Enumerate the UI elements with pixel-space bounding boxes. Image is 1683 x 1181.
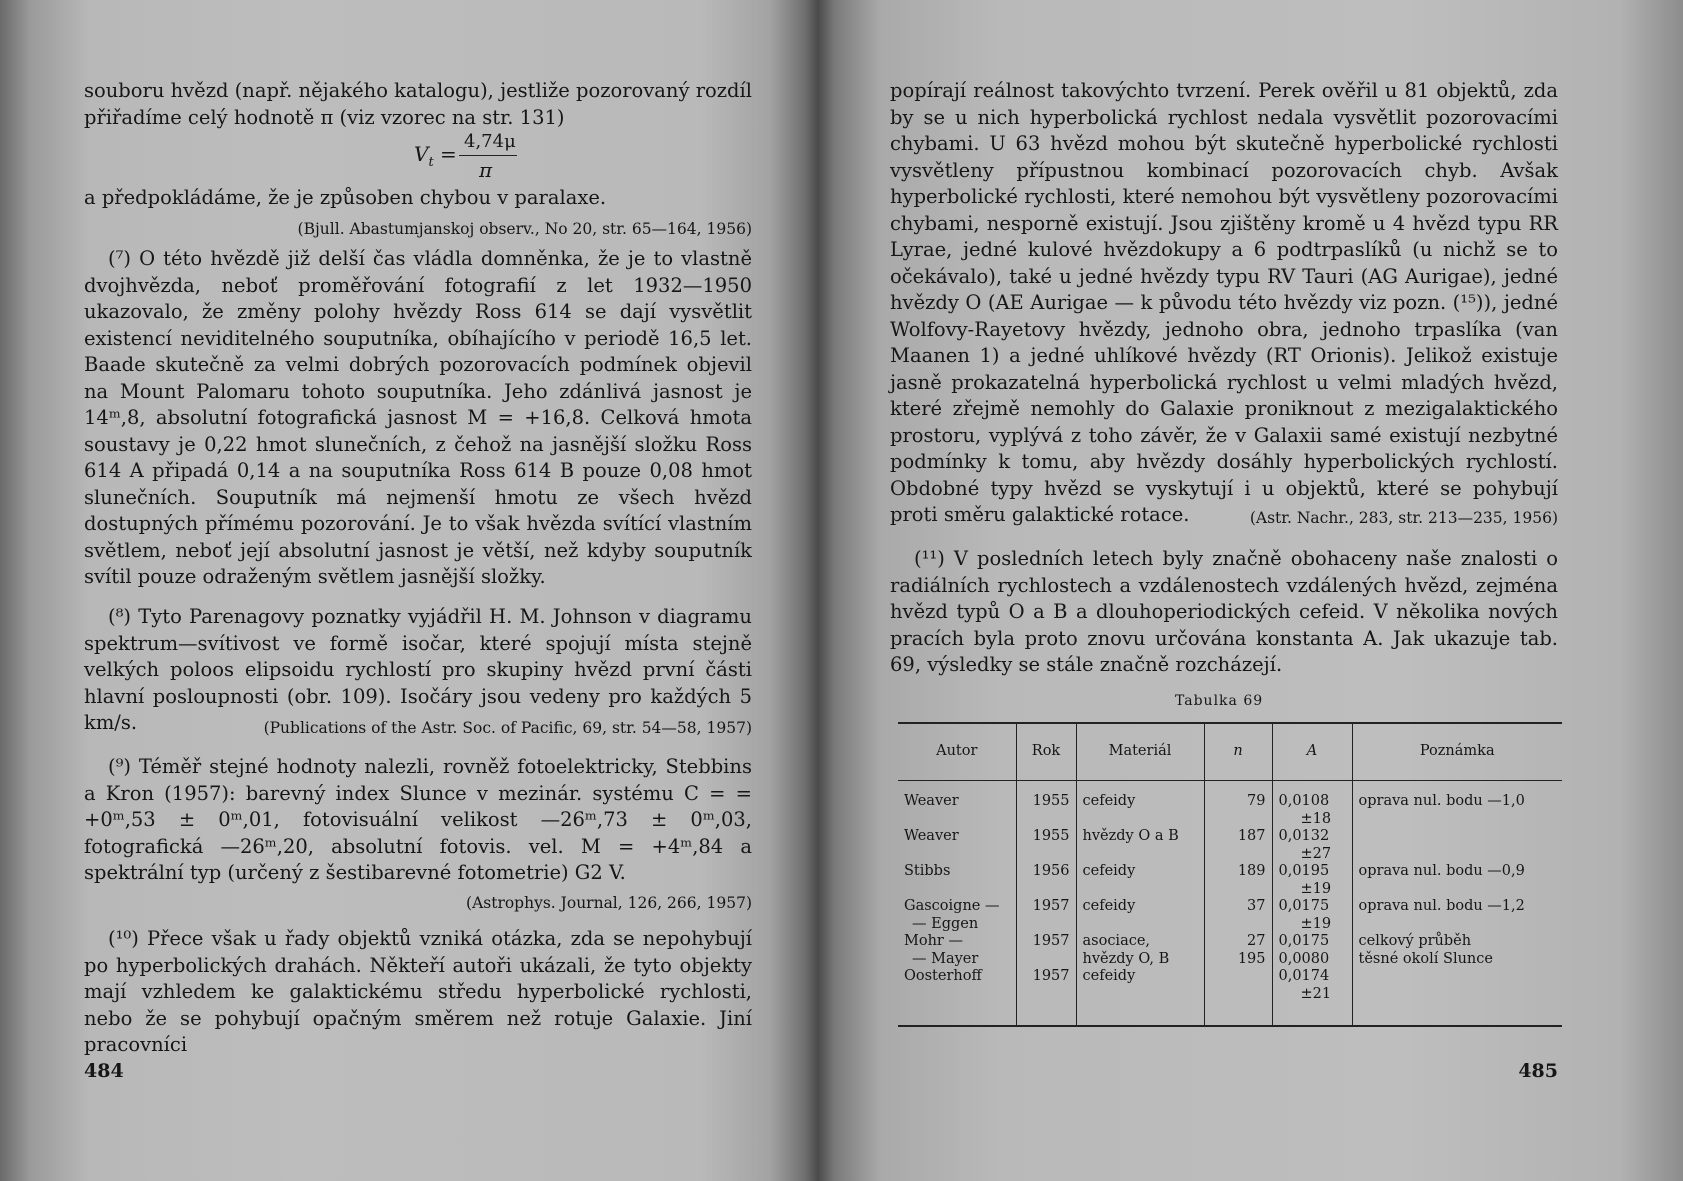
cell-autor: Weaver: [898, 781, 1016, 829]
column-header: Rok: [1016, 723, 1076, 781]
cell-material: cefeidy: [1076, 863, 1204, 898]
cell-autor: Mohr — — Mayer: [898, 933, 1016, 968]
cell-a: 0,0174 ±21: [1272, 968, 1352, 1026]
cell-autor: Weaver: [898, 828, 1016, 863]
cell-a: 0,0195 ±19: [1272, 863, 1352, 898]
column-header: Poznámka: [1352, 723, 1562, 781]
cell-note: [1352, 968, 1562, 1026]
footnote-7: (⁷) O této hvězdě již delší čas vládla domněnka, že je to vlastně dvojhvězda, neboť proměřování fotografií z let 1932—1950 ukazovalo, že změny polohy hvězdy Ross 614 se dají vysvětlit existencí neviditelného souputníka, obíhajícího v periodě 16,5 let. Baade skutečně za velmi dobrých pozorovacích podmínek objevil na Mount Palomaru tohoto souputníka. Jeho zdánlivá jasnost je 14ᵐ,8, absolutní fotografická jasnost M = +16,8. Celková hmota soustavy je 0,22 hmot slunečních, z čehož na jasnější složku Ross 614 A připadá 0,14 a na souputníka Ross 614 B pouze 0,08 hmot slunečních. Souputník má nejmenší hmotu ze všech hvězd dostupných přímému pozorování. Je to však hvězda svítící vlastním světlem, neboť její absolutní jasnost je větší, než kdyby souputník svítil pouze odraženým světlem jasnější složky.: [84, 247, 752, 588]
cell-n: [1204, 968, 1272, 1026]
table-row: [898, 863, 1562, 898]
footnote-8: (⁸) Tyto Parenagovy poznatky vyjádřil H. M. Johnson v diagramu spektrum—svítivost ve formě isočar, které spojují místa stejně velkých poloos elipsoidu rychlostí pro skupiny hvězd první části hlavní posloupnosti (obr. 109). Isočáry jsou vedeny pro každých 5 km/s.: [84, 605, 752, 734]
formula-explanation: a předpokládáme, že je způsoben chybou v paralaxe.: [84, 186, 607, 209]
column-header: n: [1204, 723, 1272, 781]
footnote-9: (⁹) Téměř stejné hodnoty nalezli, rovněž fotoelektricky, Stebbins a Kron (1957): barevný index Slunce v mezinár. systému C = = +0ᵐ,53 ± 0ᵐ,01, fotovisuální velikost —26ᵐ,73 ± 0ᵐ,03, fotografická —26ᵐ,20, absolutní fotovis. vel. M = +4ᵐ,84 a spektrální typ (určený z šestibarevné fotometrie) G2 V.: [84, 755, 752, 884]
table-header-row: [898, 723, 1562, 781]
cell-a: 0,0132 ±27: [1272, 828, 1352, 863]
page-number: 484: [84, 1060, 124, 1082]
cell-rok: 1955: [1016, 781, 1076, 829]
cell-rok: 1956: [1016, 863, 1076, 898]
table-row: [898, 933, 1562, 968]
cell-rok: 1957: [1016, 933, 1076, 968]
table-row: [898, 898, 1562, 933]
cell-rok: 1955: [1016, 828, 1076, 863]
fraction-bar: [459, 155, 517, 156]
table-row: [898, 828, 1562, 863]
table-row: [898, 968, 1562, 1026]
cell-material: cefeidy: [1076, 781, 1204, 829]
table-row: [898, 781, 1562, 829]
cell-autor: Gascoigne — — Eggen: [898, 898, 1016, 933]
formula-numerator: 4,74μ: [464, 131, 516, 152]
cell-a: 0,0175 0,0080: [1272, 933, 1352, 968]
cell-rok: 1957: [1016, 898, 1076, 933]
cell-note: oprava nul. bodu —0,9: [1358, 863, 1525, 879]
citation: (Bjull. Abastumjanskoj observ., No 20, str. 65—164, 1956): [297, 220, 752, 238]
cell-note: oprava nul. bodu —1,2: [1358, 898, 1525, 914]
footnote-11: (¹¹) V posledních letech byly značně obohaceny naše znalosti o radiálních rychlostech a vzdálenostech vzdálených hvězd, zejména hvězd typů O a B a dlouhoperiodických cefeid. V několika nových pracích byla proto znovu určována konstanta A. Jak ukazuje tab. 69, výsledky se stále značně rozcházejí.: [890, 547, 1558, 676]
right-page: [890, 0, 1558, 1181]
cell-material: cefeidy: [1076, 968, 1204, 1026]
cell-a: 0,0175 ±19: [1272, 898, 1352, 933]
velocity-formula: [414, 125, 594, 185]
citation: (Astr. Nachr., 283, str. 213—235, 1956): [1249, 509, 1558, 527]
cell-material: asociace, hvězdy O, B: [1076, 933, 1204, 968]
cell-n: 37: [1204, 898, 1272, 933]
cell-note: celkový průběh těsné okolí Slunce: [1358, 933, 1493, 967]
cell-note: [1352, 828, 1562, 863]
intro-paragraph: souboru hvězd (např. nějakého katalogu), jestliže pozorovaný rozdíl přiřadíme celý hodnotě π (viz vzorec na str. 131): [84, 79, 752, 129]
cell-n: 189: [1204, 863, 1272, 898]
formula-denominator: π: [479, 158, 493, 182]
page-number: 485: [1518, 1060, 1558, 1082]
citation: (Publications of the Astr. Soc. of Pacific, 69, str. 54—58, 1957): [263, 719, 752, 737]
cell-autor: Oosterhoff: [898, 968, 1016, 1026]
footnote-10: (¹⁰) Přece však u řady objektů vzniká otázka, zda se nepohybují po hyperbolických drahách. Někteří autoři ukázali, že tyto objekty mají vzhledem ke galaktickému středu hyperbolické rychlosti, nebo že se pohybují opačným směrem než rotuje Galaxie. Jiní pracovníci: [84, 927, 752, 1056]
cell-material: cefeidy: [1076, 898, 1204, 933]
data-table: [898, 722, 1562, 1027]
continued-paragraph: popírají reálnost takovýchto tvrzení. Perek ověřil u 81 objektů, zda by se u nich hyperbolická rychlost nedala vysvětlit pozorovacími chybami. U 63 hvězd mohou být skutečně hyperbolické rychlosti vysvětleny přípustnou kombinací pozorovacích chyb. Avšak hyperbolické rychlosti, které nemohou být vysvětleny pozorovacími chybami, nesporně existují. Jsou zjištěny kromě u 4 hvězd typu RR Lyrae, jedné kulové hvězdokupy a 6 podtrpaslíků (u nichž se to očekávalo), také u jedné hvězdy typu RV Tauri (AG Aurigae), jedné hvězdy O (AE Aurigae — k původu této hvězdy viz pozn. (¹⁵)), jedné Wolfovy-Rayetovy hvězdy, jednoho obra, jednoho trpaslíka (van Maanen 1) a jedné uhlíkové hvězdy (RT Orionis). Jelikož existuje jasně prokazatelná hyperbolická rychlost u velmi mladých hvězd, které zřejmě nemohly do Galaxie proniknout z mezigalaktického prostoru, vyplývá z toho závěr, že v Galaxii samé existují nezbytné podmínky k tomu, aby hvězdy dosáhly hyperbolických rychlostí. Obdobné typy hvězd se vyskytují i u objektů, které se pohybují proti směru galaktické rotace.: [890, 79, 1558, 526]
cell-n: 27 195: [1204, 933, 1272, 968]
cell-n: 187: [1204, 828, 1272, 863]
cell-a: 0,0108 ±18: [1272, 781, 1352, 829]
cell-material: hvězdy O a B: [1076, 828, 1204, 863]
cell-rok: 1957: [1016, 968, 1076, 1026]
table-title: Tabulka 69: [1175, 693, 1264, 709]
cell-n: 79: [1204, 781, 1272, 829]
column-header: A: [1272, 723, 1352, 781]
cell-autor: Stibbs: [898, 863, 1016, 898]
cell-note: oprava nul. bodu —1,0: [1358, 793, 1525, 809]
left-page: [84, 0, 752, 1181]
column-header: Autor: [898, 723, 1016, 781]
citation: (Astrophys. Journal, 126, 266, 1957): [466, 894, 752, 912]
column-header: Materiál: [1076, 723, 1204, 781]
formula-lhs: $V_t$ =: [414, 142, 457, 170]
